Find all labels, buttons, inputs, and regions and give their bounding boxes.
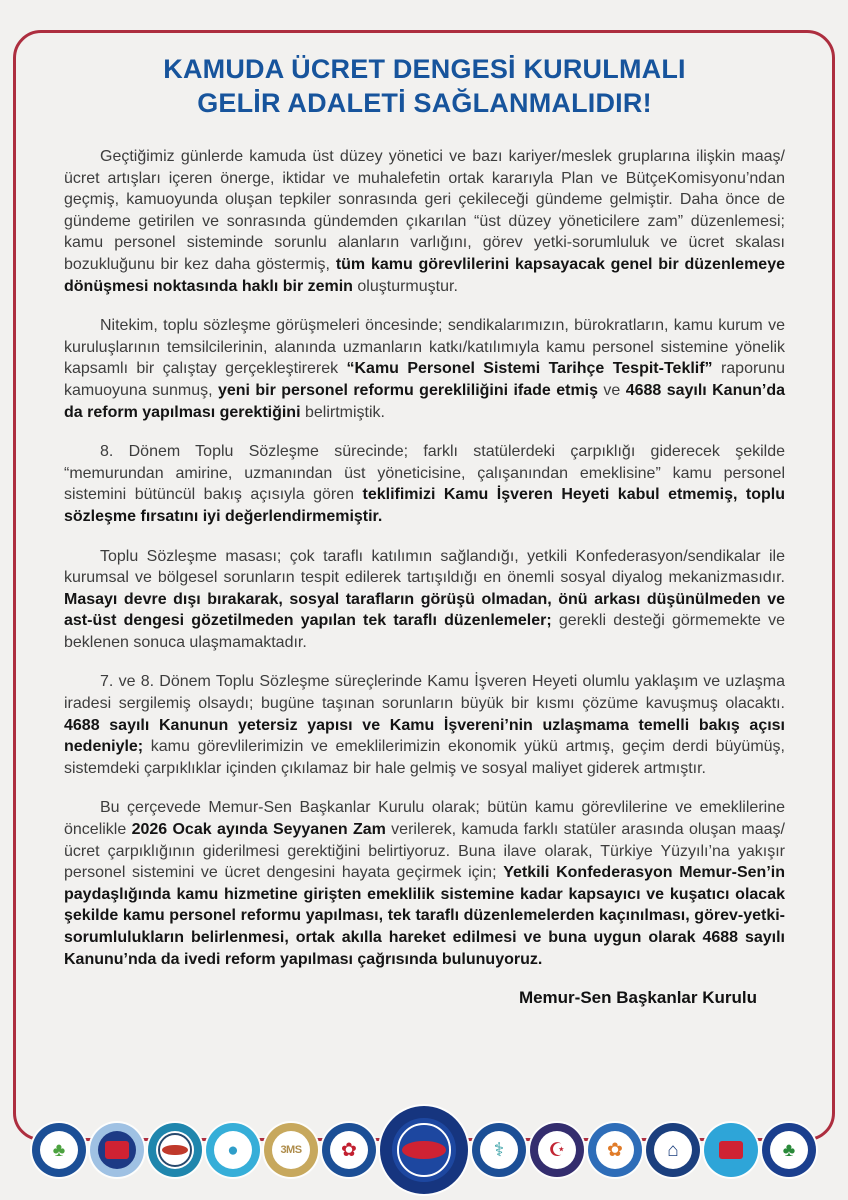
bold-text-run: 2026 Ocak ayında Seyyanen Zam — [131, 821, 386, 839]
logo-diyanet-sen — [530, 1123, 584, 1177]
logo-kultur-memur-sen — [32, 1123, 86, 1177]
toc-bir-sen-symbol-icon: ✿ — [607, 1139, 623, 1161]
enerji-bir-sen-globe-icon — [158, 1133, 192, 1167]
saglik-sen-symbol-icon: ⚕ — [493, 1139, 505, 1161]
memur-sen-globe-band — [402, 1141, 445, 1159]
text-run: oluşturmuştur. — [352, 277, 458, 295]
bold-text-run: 4688 sayılı Kanun’da da reform yapılması gerektiğini — [64, 381, 786, 421]
egitim-bir-sen-emblem — [330, 1131, 369, 1170]
bold-text-run: “Kamu Personel Sistemi Tarihçe Tespit-Teklif” — [346, 360, 713, 378]
logo-ulastirma-memur-sen — [704, 1123, 758, 1177]
text-run: Nitekim, toplu sözleşme görüşmeleri öncesinde; sendikalarımızın, bürokratların, kamu kurum ve kuruluşlarının temsilcilerinin, alanında uzmanların katkı/katılımıyla kamu personel sistemine yönelik kapsamlı bir çalıştay gerçekleştirerek — [64, 317, 785, 378]
document-body — [64, 146, 785, 970]
body-paragraph — [64, 797, 785, 970]
logo-memur-sen — [380, 1106, 468, 1194]
text-run: verilerek, kamuda farklı statüler arasında oluşan maaş/ücret çarpıklığının giderilmesi gerektiğini belirtiyoruz. Buna ilave olarak, Türkiye Yüzyılı’na yakışır personel sistemini ve ücret dengesini hayata geçirmek için; — [64, 821, 785, 882]
bold-text-run: Masayı devre dışı bırakarak, sosyal tarafların görüşü olmadan, önü arkası düşünülmeden ve ast-üst dengesi gözetilmeden yapılan tek taraflı düzenlemeler; — [64, 590, 785, 630]
text-run: kamu görevlilerimizin ve emeklilerimizin ekonomik yükü artmış, geçim derdi büyümüş, sistemdeki çarpıklıklar içinden çıkılamaz bir hale gelmiş ve sosyal maliyet giderek artmıştır. — [64, 738, 785, 777]
text-run: raporunu kamuoyuna sunmuş, — [64, 360, 785, 399]
ulastirma-memur-sen-emblem — [712, 1131, 751, 1170]
egitim-bir-sen-symbol-icon: ✿ — [341, 1139, 357, 1161]
signature: Memur-Sen Başkanlar Kurulu — [518, 988, 757, 1008]
body-paragraph — [64, 441, 785, 527]
toc-bir-sen-emblem — [596, 1131, 635, 1170]
logo-emekli-memur-sen — [762, 1123, 816, 1177]
birlik-haber-sen-flag-icon — [105, 1141, 129, 1158]
text-run: Bu çerçevede Memur-Sen Başkanlar Kurulu olarak; bütün kamu görevlilerine ve emeklilerine öncelikle — [64, 799, 785, 839]
bold-text-run: teklifimizi Kamu İşveren Heyeti kabul etmemiş, toplu sözleşme fırsatını iyi değerlendirmemiştir. — [64, 486, 786, 525]
title-line-2: GELİR ADALETİ SAĞLANMALIDIR! — [197, 88, 652, 118]
text-run: Toplu Sözleşme masası; çok taraflı katılımın sağlandığı, yetkili Konfederasyon/sendikalar ile kurumsal ve bölgesel sorunların tespit edilerek tartışıldığı en önemli sosyal diyalog mekanizmasıdır. — [64, 547, 785, 587]
flyer-content — [64, 52, 785, 1008]
enerji-bir-sen-globe-band — [162, 1145, 189, 1156]
bem-bir-sen-emblem — [214, 1131, 253, 1170]
bold-text-run: Yetkili Konfederasyon Memur-Sen’in paydaşlığında kamu hizmetine girişten emeklilik sistemine kadar kapsayıcı ve kuşatıcı olacak şekilde kamu personel reformu yapılması, tek taraflı düzenlemelerden kaçınılması, görev-yetki-sorumlulukların belirlenmesi, ortak akılla hareket edilmesi ve buna uygun olarak 4688 sayılı Kanunu’nda da ivedi reform yapılması çağrısında bulunuyoruz. — [64, 864, 785, 968]
kultur-memur-sen-symbol-icon: ♣ — [52, 1139, 66, 1161]
text-run: 7. ve 8. Dönem Toplu Sözleşme süreçlerinde Kamu İşveren Heyeti olumlu yaklaşım ve uzlaşma iradesi sergilemiş olsaydı; bugüne taşınan sorunların büyük bir kısmı çözüme kavuşmuş olacaktı. — [64, 673, 785, 713]
text-run: 8. Dönem Toplu Sözleşme sürecinde; farklı statülerdeki çarpıklığı giderecek şekilde “memurundan amirine, uzmanından üst yöneticisine, çalışanından emeklisine” kamu personel sistemini bütüncül bakış açısıyla gören — [64, 443, 785, 504]
birlik-haber-sen-emblem — [98, 1131, 137, 1170]
logo-saglik-sen — [472, 1123, 526, 1177]
page-title — [64, 52, 785, 120]
logo-toc-bir-sen — [588, 1123, 642, 1177]
body-paragraph — [64, 315, 785, 423]
logo-birlik-haber-sen — [90, 1123, 144, 1177]
logo-enerji-bir-sen — [148, 1123, 202, 1177]
body-paragraph — [64, 546, 785, 654]
logo-egitim-bir-sen — [322, 1123, 376, 1177]
enerji-bir-sen-emblem — [156, 1131, 195, 1170]
diyanet-sen-emblem — [538, 1131, 577, 1170]
text-run: belirtmiştik. — [300, 403, 385, 421]
memur-sen-emblem — [392, 1118, 455, 1181]
buro-memur-sen-monogram: 3MS — [280, 1144, 302, 1156]
title-line-1: KAMUDA ÜCRET DENGESİ KURULMALI — [163, 54, 686, 84]
body-paragraph — [64, 671, 785, 779]
text-run: gerekli desteği görmemekte ve beklenen sonuca ulaşmamaktadır. — [64, 612, 786, 651]
bold-text-run: yeni bir personel reformu gerekliliğini ifade etmiş — [217, 381, 599, 399]
bold-text-run: 4688 sayılı Kanunun yetersiz yapısı ve Kamu İşvereni’nin uzlaşmama temelli bakış açısı nedeniyle; — [64, 716, 785, 756]
emekli-memur-sen-emblem — [770, 1131, 809, 1170]
saglik-sen-emblem — [480, 1131, 519, 1170]
body-paragraph — [64, 146, 785, 297]
bayindir-memur-sen-emblem — [654, 1131, 693, 1170]
text-run: Geçtiğimiz günlerde kamuda üst düzey yönetici ve bazı kariyer/meslek gruplarına ilişkin maaş/ücret artışları içeren önerge, iktidar ve muhalefetin ortak kararıyla Plan ve BütçeKomisyonu’ndan geçmiş, kamuoyunda oluşan tepkiler sonrasında geri çekileceği gündeme gelmiştir. Daha önce de gündeme getirilen ve sonrasında gündemden çıkarılan “üst düzey yöneticilere zam” düzenlemesi; kamu personel sisteminde sorunlu alanların varlığını, görev yetki-sorumluluk ve ücret skalası bozukluğunu bir kez daha göstermiş, — [64, 148, 785, 273]
diyanet-sen-symbol-icon: ☪ — [548, 1139, 566, 1161]
logo-buro-memur-sen — [264, 1123, 318, 1177]
logo-bem-bir-sen — [206, 1123, 260, 1177]
buro-memur-sen-emblem — [272, 1131, 311, 1170]
bem-bir-sen-symbol-icon: ● — [227, 1139, 239, 1161]
ulastirma-memur-sen-flag-icon — [719, 1141, 743, 1158]
bayindir-memur-sen-symbol-icon: ⌂ — [667, 1139, 679, 1161]
memur-sen-globe-icon — [397, 1123, 450, 1176]
emekli-memur-sen-symbol-icon: ♣ — [782, 1139, 796, 1161]
union-logos-row — [0, 1104, 848, 1196]
kultur-memur-sen-emblem — [40, 1131, 79, 1170]
logo-bayindir-memur-sen — [646, 1123, 700, 1177]
bold-text-run: tüm kamu görevlilerini kapsayacak genel bir düzenlemeye dönüşmesi noktasında haklı bir zemin — [64, 255, 785, 295]
text-run: ve — [598, 381, 626, 399]
